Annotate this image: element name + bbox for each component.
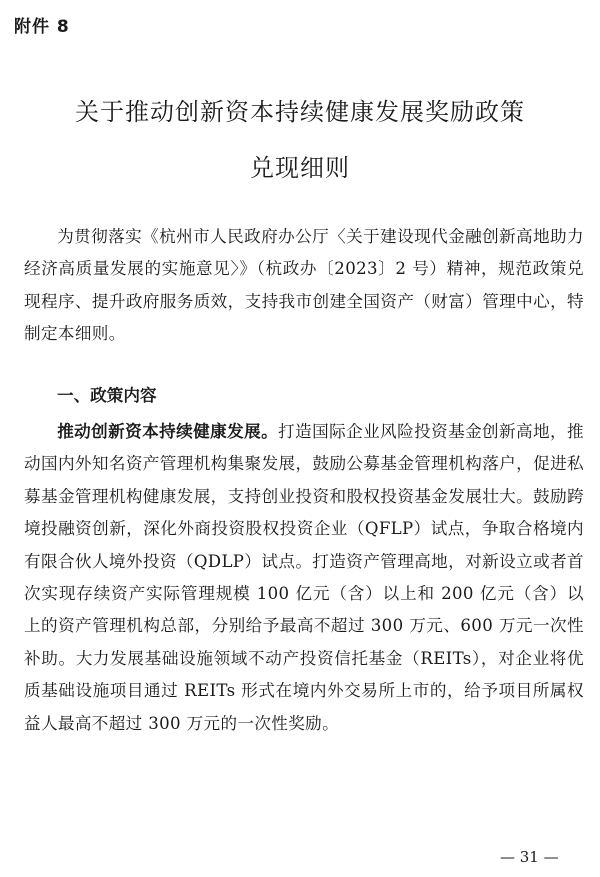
document-title-line-2: 兑现细则 xyxy=(250,154,350,182)
policy-lead-sentence: 推动创新资本持续健康发展。 xyxy=(57,422,279,441)
document-title-line-1: 关于推动创新资本持续健康发展奖励政策 xyxy=(75,98,525,126)
policy-body-text: 打造国际企业风险投资基金创新高地，推动国内外知名资产管理机构集聚发展，鼓励公募基金管理机构落户，促进私募基金管理机构健康发展，支持创业投资和股权投资基金发展壮大。鼓励跨境投融资创新，深化外商投资股权投资企业（QFLP）试点，争取合格境内有限合伙人境外投资（QDLP）试点。打造资产管理高地，对新设立或者首次实现存续资产实际管理规模 100 亿元（含）以上和 200 亿元（含）以上的资产管理机构总部，分别给予最高不超过 300 万元、600 万元一次性补助。大力发展基础设施领域不动产投资信托基金（REITs），对企业将优质基础设施项目通过 REITs 形式在境内外交易所上市的，给予项目所属权益人最高不超过 300 万元的一次性奖励。 xyxy=(24,422,584,733)
attachment-label: 附件 8 xyxy=(14,17,70,37)
section-heading: 一、政策内容 xyxy=(57,386,157,405)
intro-paragraph: 为贯彻落实《杭州市人民政府办公厅〈关于建设现代金融创新高地助力经济高质量发展的实施意见〉》（杭政办〔2023〕2 号）精神，规范政策兑现程序、提升政府服务质效，支持我市创建全国资产（财富）管理中心，特制定本细则。 xyxy=(24,227,584,344)
policy-content-paragraph xyxy=(24,416,584,740)
page-number: — 31 — xyxy=(500,848,559,866)
